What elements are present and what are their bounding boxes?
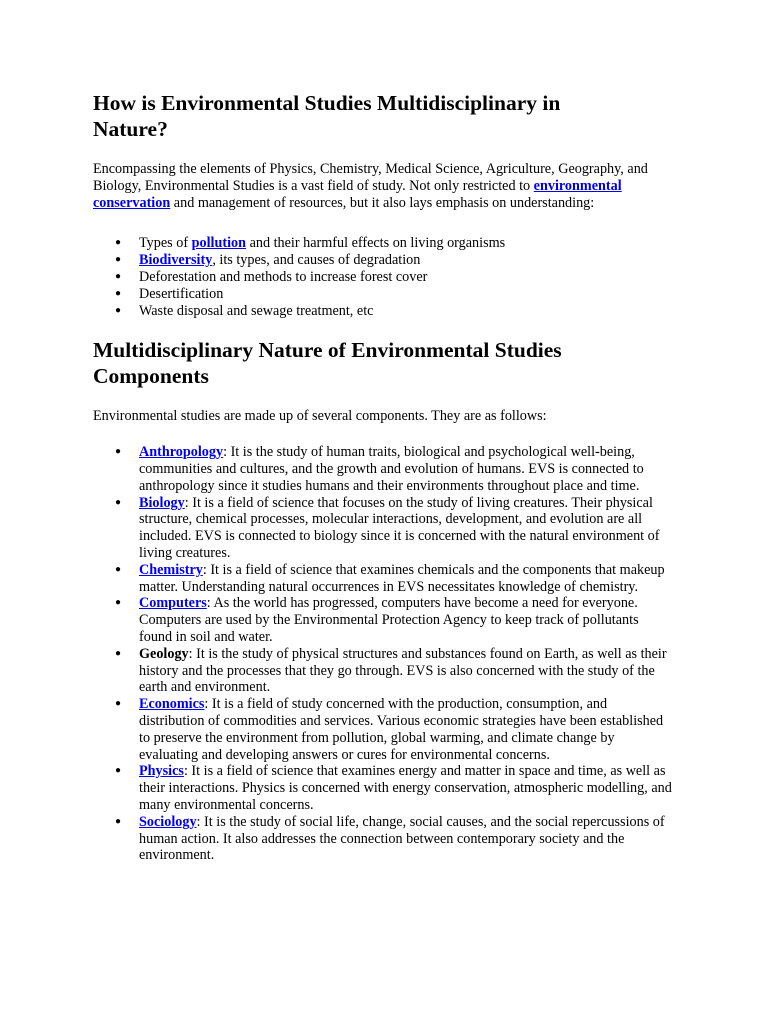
components-list (93, 444, 678, 864)
component-description: : It is the study of physical structures and substances found on Earth, as well as their history and the processes that they go through. EVS is also concerned with the study of the earth and environment. (139, 645, 667, 696)
list-item (93, 269, 678, 286)
item-text: Desertification (139, 285, 224, 302)
bullet-icon: ● (115, 446, 122, 458)
item-text: Types of (139, 235, 192, 252)
bullet-icon: ● (115, 815, 122, 827)
item-text: Waste disposal and sewage treatment, etc (139, 302, 374, 319)
section1-bullet-list (93, 235, 678, 319)
intro-text-1: Encompassing the elements of Physics, Chemistry, Medical Science, Agriculture, Geography, and Biology, Environmental Studies is a vast field of study. Not only restricted to (93, 161, 648, 194)
component-description: : It is the study of human traits, biological and psychological well-being, communities and cultures, and the growth and evolution of humans. EVS is connected to anthropology since it studies humans and their environments throughout place and time. (139, 444, 644, 494)
item-text: , its types, and causes of degradation (212, 252, 421, 269)
anthropology-link[interactable]: Anthropology (139, 444, 224, 461)
item-text: Deforestation and methods to increase forest cover (139, 268, 428, 285)
component-sociology (93, 814, 675, 864)
physics-link[interactable]: Physics (139, 763, 184, 780)
list-item (93, 286, 678, 303)
component-description: : It is a field of science that examines chemicals and the components that makeup matter. Understanding natural occurrences in EVS necessitates knowledge of chemistry. (139, 561, 665, 595)
component-description: : As the world has progressed, computers have become a need for everyone. Computers are used by the Environmental Protection Agency to keep track of pollutants found in soil and water. (139, 595, 639, 645)
chemistry-link[interactable]: Chemistry (139, 561, 203, 578)
item-text: and their harmful effects on living organisms (246, 235, 506, 252)
section2-intro: Environmental studies are made up of several components. They are as follows: (93, 408, 547, 425)
bullet-icon: ● (115, 496, 122, 508)
component-economics (93, 696, 675, 763)
component-description: : It is a field of science that focuses on the study of living creatures. Their physical structure, chemical processes, molecular interactions, development, and evolution are all included. EVS is connected to biology since it is concerned with the natural environment of living creatures. (139, 494, 660, 561)
component-description: : It is the study of social life, change, social causes, and the social repercussions of human action. It also addresses the connection between contemporary society and the environment. (139, 813, 665, 864)
bullet-icon: ● (115, 597, 122, 609)
component-chemistry (93, 562, 675, 596)
component-biology (93, 495, 675, 562)
bullet-icon: ● (115, 647, 122, 659)
environmental-conservation-link[interactable]: environmental conservation (93, 177, 622, 211)
computers-link[interactable]: Computers (139, 595, 207, 612)
bullet-icon: ● (115, 563, 122, 575)
component-anthropology (93, 444, 675, 494)
bullet-icon: ● (115, 304, 122, 316)
pollution-link[interactable]: pollution (191, 235, 247, 252)
component-description: : It is a field of science that examines energy and matter in space and time, as well as their interactions. Physics is concerned with energy conservation, atmospheric modelling, and many environmental concerns. (139, 763, 672, 813)
bullet-icon: ● (115, 698, 122, 710)
list-item (93, 252, 678, 269)
section2-heading: Multidisciplinary Nature of Environmental Studies Components (93, 338, 562, 389)
section1-intro (93, 161, 678, 211)
biology-link[interactable]: Biology (139, 494, 185, 511)
bullet-icon: ● (115, 270, 122, 282)
bullet-icon: ● (115, 237, 122, 249)
bullet-icon: ● (115, 254, 122, 266)
bullet-icon: ● (115, 287, 122, 299)
intro-text-2: and management of resources, but it also lays emphasis on understanding: (170, 194, 595, 211)
component-description: : It is a field of study concerned with the production, consumption, and distribution of commodities and services. Various economic strategies have been established to preserve the environment from pollution, global warming, and climate change by evaluating and developing answers or cures for environmental concerns. (139, 696, 664, 763)
component-physics (93, 763, 675, 813)
list-item (93, 235, 678, 252)
biodiversity-link[interactable]: Biodiversity (139, 252, 213, 269)
component-computers (93, 595, 675, 645)
bullet-icon: ● (115, 765, 122, 777)
geology-term: Geology (139, 645, 189, 662)
economics-link[interactable]: Economics (139, 696, 205, 713)
list-item (93, 303, 678, 320)
section1-heading: How is Environmental Studies Multidisciplinary in Nature? (93, 91, 561, 141)
component-geology (93, 646, 675, 696)
sociology-link[interactable]: Sociology (139, 813, 197, 830)
